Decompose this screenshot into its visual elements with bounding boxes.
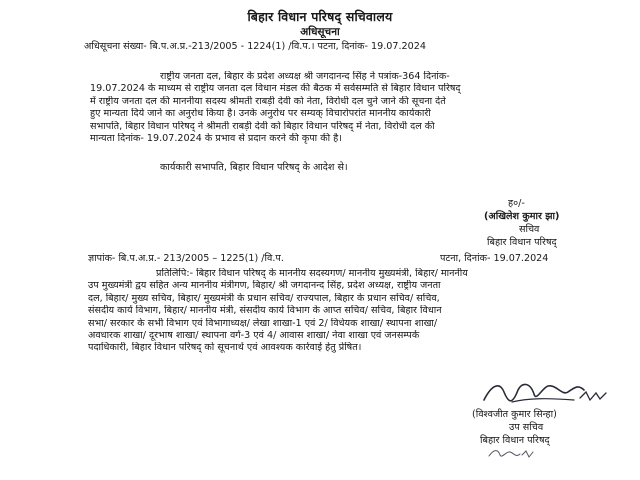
signatory-2-name: (विश्वजीत कुमार सिन्हा) [472,409,557,420]
copy-distribution [88,268,552,355]
signed-mark: ह०/- [508,198,525,209]
body-line: सभापति, बिहार विधान परिषद् ने श्रीमती राबड़ी देवी को बिहार विधान परिषद् में नेता, विरोधी दल की [90,120,435,132]
notification-body [90,71,552,145]
memo-place-date: पटना, दिनांक- 19.07.2024 [440,253,549,264]
signatory-1-office: बिहार विधान परिषद् [487,237,557,248]
signatory-2-designation: उप सचिव [509,422,544,433]
copy-line: दल, बिहार/ मुख्य सचिव, बिहार/ मुख्यमंत्री के प्रधान सचिव/ राज्यपाल, बिहार के प्रधान सचिव/ सचिव, [88,292,440,304]
copy-line: संसदीय कार्य विभाग, बिहार/ माननीय मंत्री, संसदीय कार्य विभाग के आप्त सचिव/ सचिव, बिहार विधान [88,305,442,317]
initials-mark [486,446,536,462]
signatory-1-designation: सचिव [519,224,540,235]
copy-line: उप मुख्यमंत्री द्वय सहित अन्य माननीय मंत्रीगण, बिहार/ श्री जगदानन्द सिंह, प्रदेश अध्यक्ष, राष्ट्रीय जनता [88,280,441,292]
body-line: हुए मान्यता दिये जाने का अनुरोध किया है। उनके अनुरोध पर सम्यक् विचारोपरांत माननीय कार्यकारी [90,108,431,120]
document-type-label: अधिसूचना [300,26,340,38]
body-line: में राष्ट्रीय जनता दल की माननीया सदस्य श्रीमती राबड़ी देवी को नेता, विरोधी दल चुने जाने की सूचना देते [90,95,446,107]
copy-line: सभा/ सरकार के सभी विभाग एवं विभागाध्यक्ष/ लेखा शाखा-1 एवं 2/ विधेयक शाखा/ स्थापना शाखा/ [88,317,438,329]
copy-line: अवधारक शाखा/ दूरभाष शाखा/ स्थापना वर्ग-3 एवं 4/ आवास शाखा/ नेवा शाखा एवं जनसम्पर्क [88,330,420,342]
handwritten-signature [478,378,618,412]
body-line: मान्यता दिनांक- 19.07.2024 के प्रभाव से प्रदान करने की कृपा की है। [90,133,342,145]
signatory-2-office: बिहार विधान परिषद् [480,435,550,446]
notification-number: अधिसूचना संख्या- बि.प.अ.प्र.-213/2005 - 1224(1) /वि.प.। पटना, दिनांक- 19.07.2024 [84,41,426,52]
copy-line: पदाधिकारी, बिहार विधान परिषद् को सूचनार्थ एवं आवश्यक कार्रवाई हेतु प्रेषित। [88,342,362,354]
order-line: कार्यकारी सभापति, बिहार विधान परिषद् के आदेश से। [160,162,348,173]
document-type-heading [0,25,640,39]
signatory-1-name: (अखिलेश कुमार झा) [484,211,560,222]
office-title: बिहार विधान परिषद् सचिवालय [247,9,393,24]
body-line: 19.07.2024 के माध्यम से राष्ट्रीय जनता दल विधान मंडल की बैठक में सर्वसम्मति से बिहार विधान परिषद् [90,83,461,95]
copy-line: प्रतिलिपि:- बिहार विधान परिषद् के माननीय सदस्यगण/ माननीय मुख्यमंत्री, बिहार/ माननीय [156,268,468,279]
memo-number: ज्ञापांक- बि.प.अ.प्र.- 213/2005 – 1225(1) /वि.प. [88,253,284,264]
body-line: राष्ट्रीय जनता दल, बिहार के प्रदेश अध्यक्ष श्री जगदानन्द सिंह ने पत्रांक-364 दिनांक- [160,71,450,82]
